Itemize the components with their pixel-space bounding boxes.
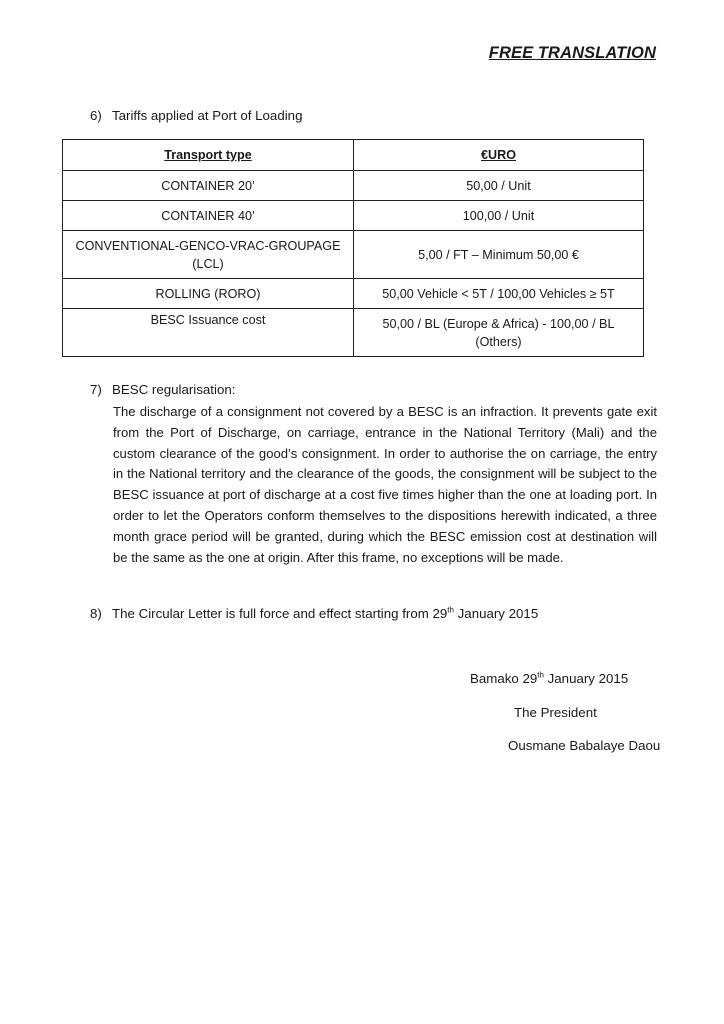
cell-price: 50,00 / Unit	[354, 171, 644, 201]
ordinal-suffix: th	[447, 605, 454, 615]
cell-transport-type: ROLLING (RORO)	[63, 279, 354, 309]
section-number: 6)	[90, 108, 102, 123]
tariff-table	[62, 139, 644, 357]
column-header-euro: €URO	[354, 140, 644, 171]
table-row	[63, 201, 644, 231]
section-6-heading	[90, 108, 302, 123]
section-number: 8)	[90, 606, 102, 621]
place-date-end: January 2015	[543, 671, 629, 686]
signature-role: The President	[514, 705, 597, 720]
table-row	[63, 309, 644, 357]
section-heading: Tariffs applied at Port of Loading	[112, 108, 303, 123]
cell-transport-type: CONTAINER 40’	[63, 201, 354, 231]
cell-price: 50,00 Vehicle < 5T / 100,00 Vehicles ≥ 5T	[354, 279, 644, 309]
table-row	[63, 171, 644, 201]
section-7-body: The discharge of a consignment not covered by a BESC is an infraction. It prevents gate exit from the Port of Discharge, on carriage, entrance in the National Territory (Mali) and the custom clearance of the good’s consignment. In order to authorise the on carriage, the entry in the National territory and the clearance of the goods, the consignment will be subject to the BESC issuance at port of discharge at a cost five times higher than the one at loading port. In order to let the Operators conform themselves to the dispositions herewith indicated, a three month grace period will be granted, during which the BESC emission cost at destination will be the same as the one at origin. After this frame, no exceptions will be made.	[113, 404, 657, 565]
section-number: 7)	[90, 382, 102, 397]
table-row	[63, 231, 644, 279]
cell-transport-type: BESC Issuance cost	[63, 309, 354, 357]
section-text: The Circular Letter is full force and effect starting from 29	[112, 606, 448, 621]
cell-transport-type: CONTAINER 20’	[63, 171, 354, 201]
signature-place-date	[470, 671, 628, 686]
cell-price: 5,00 / FT – Minimum 50,00 €	[354, 231, 644, 279]
cell-transport-type: CONVENTIONAL-GENCO-VRAC-GROUPAGE (LCL)	[63, 231, 354, 279]
table-row	[63, 279, 644, 309]
table-header-row	[63, 140, 644, 171]
section-7-heading	[90, 382, 235, 397]
ordinal-suffix: th	[537, 670, 544, 680]
cell-price: 100,00 / Unit	[354, 201, 644, 231]
cell-price: 50,00 / BL (Europe & Africa) - 100,00 / BL (Others)	[354, 309, 644, 357]
place-date-text: Bamako 29	[470, 671, 538, 686]
signature-name: Ousmane Babalaye Daou	[508, 738, 661, 753]
section-heading: BESC regularisation:	[112, 382, 236, 397]
page-title: FREE TRANSLATION	[488, 44, 656, 62]
column-header-transport-type: Transport type	[63, 140, 354, 171]
section-text-end: January 2015	[453, 606, 539, 621]
section-8	[90, 606, 538, 621]
